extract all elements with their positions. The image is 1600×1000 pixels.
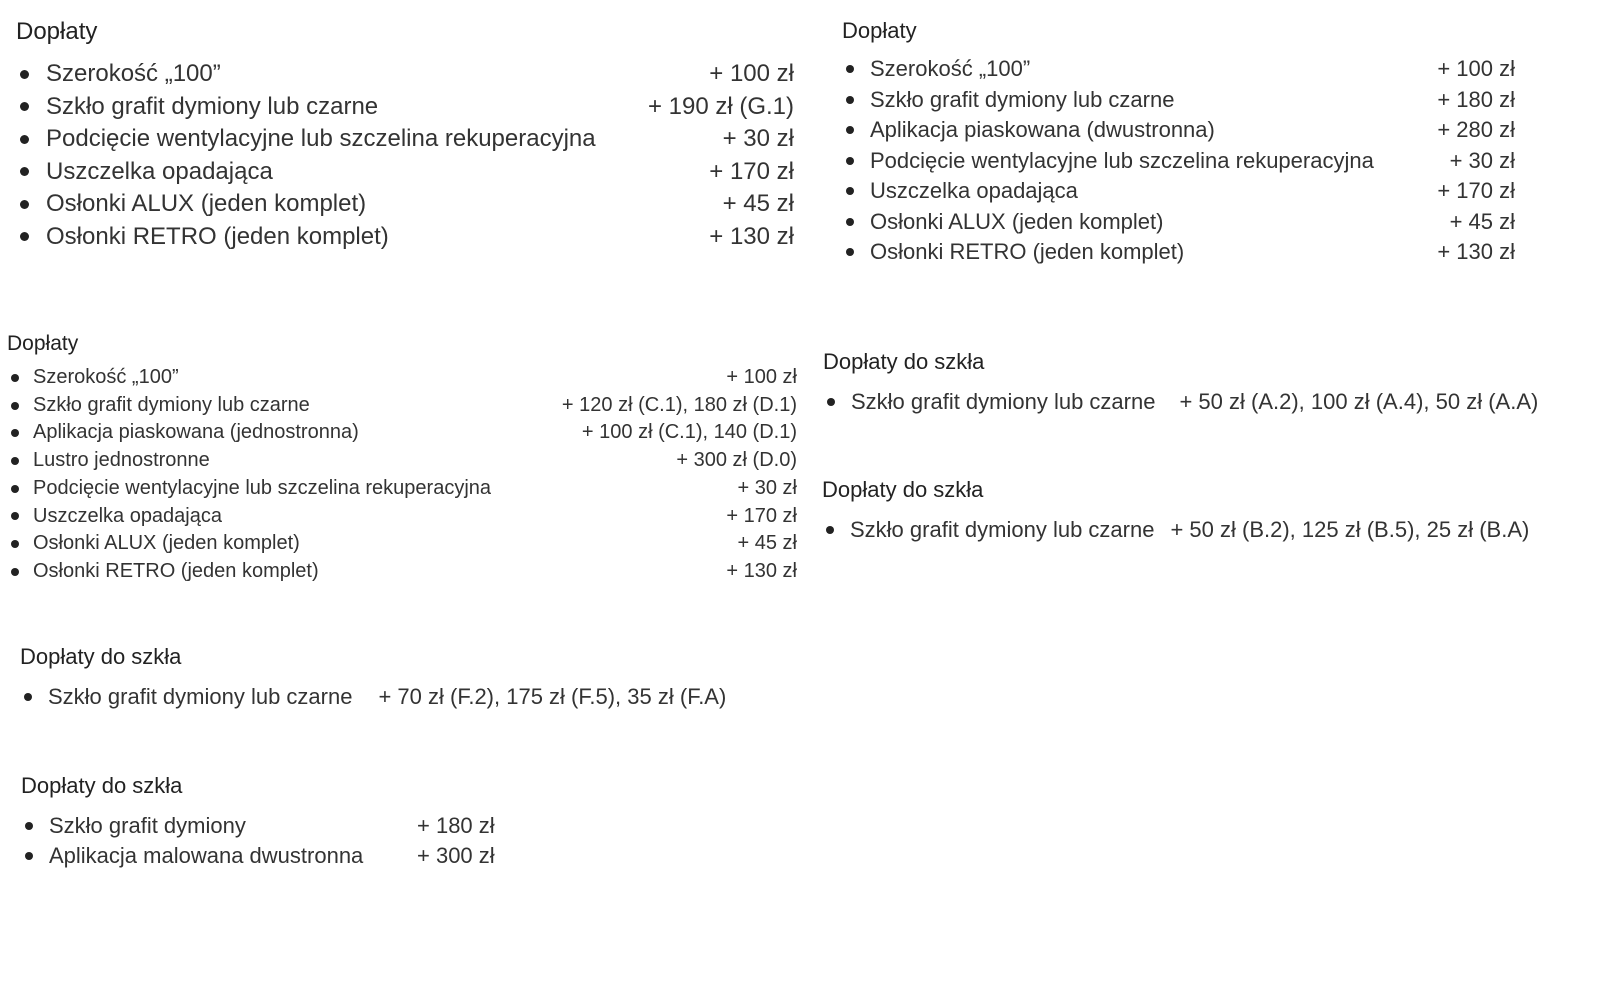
item-price: + 70 zł (F.2), 175 zł (F.5), 35 zł (F.A) bbox=[378, 684, 727, 709]
bullet-icon bbox=[11, 402, 19, 410]
item-label: Aplikacja piaskowana (jednostronna) bbox=[33, 421, 359, 444]
item-price: + 300 zł bbox=[417, 843, 495, 868]
glass-surcharges-title: Dopłaty do szkła bbox=[21, 773, 183, 798]
item-price: + 50 zł (B.2), 125 zł (B.5), 25 zł (B.A) bbox=[1170, 517, 1530, 542]
item-label: Uszczelka opadająca bbox=[870, 178, 1078, 203]
list-item bbox=[16, 188, 794, 221]
bullet-icon bbox=[25, 822, 33, 830]
surcharges-list bbox=[842, 54, 1515, 268]
item-label: Lustro jednostronne bbox=[33, 449, 210, 472]
list-item bbox=[842, 146, 1515, 177]
item-label: Osłonki RETRO (jeden komplet) bbox=[33, 559, 319, 582]
item-price: + 120 zł (C.1), 180 zł (D.1) bbox=[561, 393, 797, 416]
item-price: + 30 zł bbox=[722, 125, 794, 152]
item-price: + 100 zł bbox=[726, 366, 797, 388]
list-item bbox=[16, 123, 794, 156]
list-item bbox=[842, 54, 1515, 85]
surcharges-title: Dopłaty bbox=[7, 332, 79, 355]
item-label: Uszczelka opadająca bbox=[46, 157, 273, 185]
item-price: + 300 zł (D.0) bbox=[676, 449, 797, 472]
bullet-icon bbox=[11, 540, 19, 548]
bullet-icon bbox=[20, 232, 29, 241]
item-price: + 180 zł bbox=[417, 813, 495, 838]
item-label: Szkło grafit dymiony lub czarne bbox=[48, 684, 353, 709]
list-item bbox=[7, 530, 797, 558]
glass-surcharges-title: Dopłaty do szkła bbox=[20, 644, 182, 669]
item-label: Osłonki ALUX (jeden komplet) bbox=[33, 532, 300, 555]
item-label: Szkło grafit dymiony lub czarne bbox=[46, 92, 379, 120]
item-price: + 45 zł bbox=[1449, 208, 1515, 234]
bullet-icon bbox=[20, 70, 29, 79]
glass-surcharges-list bbox=[823, 387, 1563, 417]
item-label: Szkło grafit dymiony lub czarne bbox=[870, 86, 1175, 112]
list-item bbox=[20, 682, 780, 712]
item-price: + 180 zł bbox=[1437, 86, 1515, 112]
bullet-icon bbox=[24, 693, 32, 701]
glass-surcharges-title: Dopłaty do szkła bbox=[823, 349, 985, 374]
list-item bbox=[7, 447, 797, 475]
surcharges-title: Dopłaty bbox=[842, 18, 917, 43]
list-item bbox=[7, 503, 797, 531]
glass-surcharges-block-a bbox=[823, 347, 1563, 417]
bullet-icon bbox=[827, 398, 835, 406]
bullet-icon bbox=[846, 65, 854, 73]
bullet-icon bbox=[846, 157, 854, 165]
list-item bbox=[16, 221, 794, 254]
item-label: Szerokość „100” bbox=[870, 56, 1031, 81]
bullet-icon bbox=[11, 568, 19, 576]
list-item bbox=[16, 91, 794, 124]
glass-surcharges-title: Dopłaty do szkła bbox=[822, 477, 984, 502]
surcharges-block-3 bbox=[7, 330, 797, 586]
bullet-icon bbox=[25, 852, 33, 860]
item-price: + 130 zł bbox=[709, 222, 794, 250]
item-label: Szerokość „100” bbox=[46, 60, 221, 87]
item-price: + 130 zł bbox=[1437, 239, 1515, 264]
bullet-icon bbox=[846, 187, 854, 195]
list-item bbox=[842, 207, 1515, 238]
glass-surcharges-block-f bbox=[20, 642, 780, 712]
bullet-icon bbox=[826, 526, 834, 534]
bullet-icon bbox=[846, 126, 854, 134]
bullet-icon bbox=[11, 512, 19, 520]
list-item bbox=[842, 176, 1515, 207]
surcharges-list bbox=[16, 58, 794, 253]
item-label: Aplikacja malowana dwustronna bbox=[49, 843, 364, 868]
item-label: Szkło grafit dymiony lub czarne bbox=[851, 389, 1156, 414]
item-price: + 280 zł bbox=[1437, 117, 1515, 142]
item-price: + 45 zł bbox=[722, 190, 794, 217]
bullet-icon bbox=[20, 135, 29, 144]
list-item bbox=[21, 841, 501, 871]
item-price: + 45 zł bbox=[737, 532, 797, 555]
list-item bbox=[842, 85, 1515, 116]
item-label: Szkło grafit dymiony bbox=[49, 813, 246, 838]
item-label: Podcięcie wentylacyjne lub szczelina rekuperacyjna bbox=[33, 476, 492, 499]
item-label: Podcięcie wentylacyjne lub szczelina rekuperacyjna bbox=[46, 125, 596, 152]
list-item bbox=[7, 475, 797, 503]
list-item bbox=[7, 392, 797, 420]
glass-surcharges-list bbox=[20, 682, 780, 712]
bullet-icon bbox=[846, 218, 854, 226]
list-item bbox=[822, 515, 1562, 545]
glass-surcharges-list bbox=[21, 811, 501, 871]
item-price: + 100 zł bbox=[709, 60, 794, 87]
surcharges-title: Dopłaty bbox=[16, 18, 98, 45]
bullet-icon bbox=[11, 457, 19, 465]
item-label: Osłonki RETRO (jeden komplet) bbox=[46, 222, 389, 250]
list-item bbox=[7, 558, 797, 586]
item-price: + 50 zł (A.2), 100 zł (A.4), 50 zł (A.A) bbox=[1179, 389, 1539, 414]
item-label: Szerokość „100” bbox=[33, 366, 179, 388]
bullet-icon bbox=[11, 429, 19, 437]
item-label: Podcięcie wentylacyjne lub szczelina rekuperacyjna bbox=[870, 147, 1374, 173]
item-price: + 130 zł bbox=[726, 559, 797, 582]
list-item bbox=[842, 237, 1515, 268]
item-price: + 170 zł bbox=[726, 504, 797, 527]
item-label: Osłonki ALUX (jeden komplet) bbox=[870, 208, 1164, 234]
bullet-icon bbox=[11, 374, 19, 382]
item-price: + 100 zł bbox=[1437, 56, 1515, 81]
glass-surcharges-list bbox=[822, 515, 1562, 545]
surcharges-block-2 bbox=[842, 16, 1515, 268]
item-label: Osłonki RETRO (jeden komplet) bbox=[870, 239, 1185, 264]
list-item bbox=[16, 156, 794, 189]
list-item bbox=[7, 419, 797, 447]
bullet-icon bbox=[11, 485, 19, 493]
surcharges-list bbox=[7, 364, 797, 586]
item-label: Szkło grafit dymiony lub czarne bbox=[33, 393, 310, 416]
surcharges-block-1 bbox=[16, 16, 794, 253]
item-label: Osłonki ALUX (jeden komplet) bbox=[46, 190, 367, 217]
item-price: + 100 zł (C.1), 140 (D.1) bbox=[581, 421, 797, 444]
bullet-icon bbox=[846, 96, 854, 104]
item-price: + 30 zł bbox=[737, 476, 797, 499]
list-item bbox=[823, 387, 1563, 417]
bullet-icon bbox=[20, 167, 29, 176]
item-label: Aplikacja piaskowana (dwustronna) bbox=[870, 117, 1215, 142]
list-item bbox=[21, 811, 501, 841]
item-price: + 190 zł (G.1) bbox=[647, 92, 794, 120]
glass-surcharges-block-b bbox=[822, 475, 1562, 545]
item-price: + 170 zł bbox=[1437, 178, 1515, 203]
bullet-icon bbox=[20, 200, 29, 209]
item-label: Uszczelka opadająca bbox=[33, 504, 222, 527]
glass-surcharges-block-misc bbox=[21, 771, 501, 871]
list-item bbox=[16, 58, 794, 91]
bullet-icon bbox=[846, 248, 854, 256]
bullet-icon bbox=[20, 102, 29, 111]
list-item bbox=[842, 115, 1515, 146]
item-price: + 170 zł bbox=[709, 157, 794, 185]
item-price: + 30 zł bbox=[1449, 147, 1515, 173]
list-item bbox=[7, 364, 797, 392]
item-label: Szkło grafit dymiony lub czarne bbox=[850, 517, 1155, 542]
